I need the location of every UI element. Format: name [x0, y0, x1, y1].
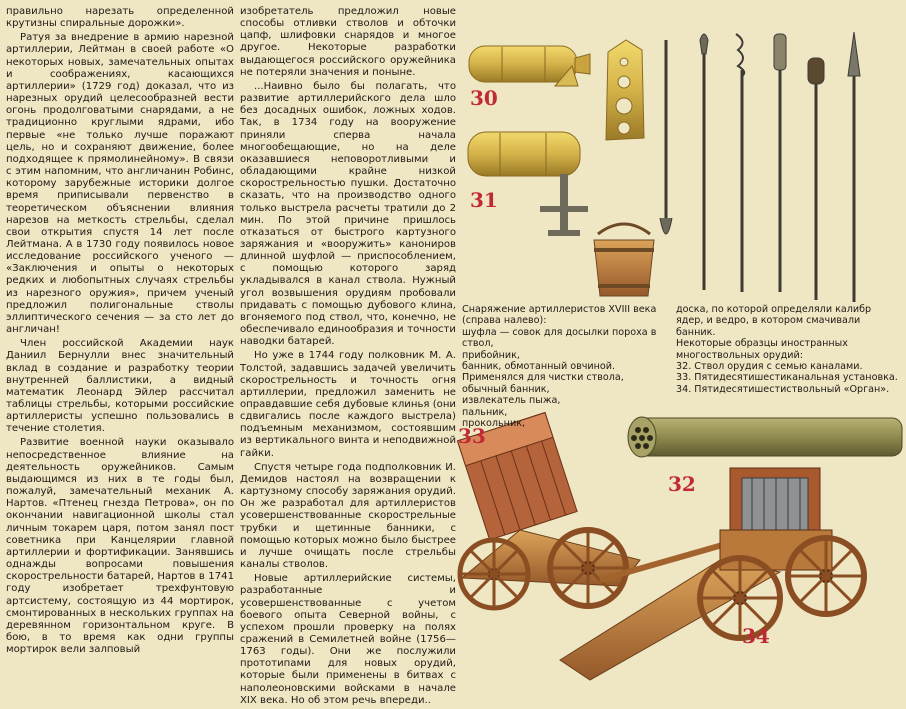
- projectile-31-illustration: [468, 132, 588, 236]
- paragraph: ...Наивно было бы полагать, что развитие артиллерийского дела шло без досадных ошибок, ложных ходов. Так, в 1734 году на вооружение приняли сперва начала многообещающие, но на деле оказавшиеся неповоротливыми и обладающими крайне низкой скорострельностью пушки. Достаточно сказать, что на производство одного только выстрела расчеты тратили до 2 мин. По этой причине пришлось отказаться от быстрого картузного заряжания и «вооружить» канониров длинной шуфлой — приспособлением, с помощью которого заряд укладывался в канал ствола. Нужный угол возвышения орудиям пробовали придавать с помощью дубового клина, вгоняемого под ствол, что, конечно, не обеспечивало единообразия и точности наводки батарей.: [240, 80, 456, 348]
- caption-tools: Снаряжение артиллеристов XVIII века (справа налево): шуфла — совок для досылки пороха в ствол, прибойник, банник, обмотанный овчиной. Применялся для чистки ствола, обычный банник, извлекатель пыжа, пальник, прокольник,: [462, 304, 657, 430]
- bucket-illustration: [594, 224, 654, 296]
- paragraph: Новые артиллерийские системы, разработанные и усовершенствованные с учетом боевого опыта Северной войны, с успехом прошли проверку на полях сражений в Семилетней войне (1756—1763 годы). Они же послужили прототипами для новых орудий, которые были применены в битвах с наполеоновскими войсками в начале XIX века. Но об этом речь впереди..: [240, 573, 456, 706]
- paragraph: изобретатель предложил новые способы отливки стволов и обточки цапф, шлифовки снарядов и многое другое. Некоторые разработки выдающегося российского оружейника не потеряли значения и поныне.: [240, 6, 456, 78]
- figure-number-34: 34: [742, 624, 770, 648]
- paragraph: Ратуя за внедрение в армию нарезной артиллерии, Лейтман в своей работе «О некоторых новых, замечательных опытах и соображениях, касающихся артиллерии» (1729 год) доказал, что из нарезных орудий целесообразней вести огонь продолговатыми снарядами, а не традиционно круглыми ядрами, ибо первые «не только лучше поражают цель, но и сохраняют движение, более подходящее к прямолинейному». В связи с этим напомним, что англичанин Робинс, которому зарубежные историки долгое время приписывали первенство в теоретическом объяснении влияния нарезов на меткость стрельбы, сделал свои открытия спустя 14 лет после Лейтмана. А в 1730 году появилось новое исследование российского ученого — «Заключения и опыты о некоторых редких и любопытных случаях стрельбы из нарезного оружия», причем ученый предложил полигональные стволы эллиптического сечения — за сто лет до англичан!: [6, 32, 234, 336]
- figure-number-31: 31: [470, 188, 498, 212]
- paragraph: Член российской Академии наук Даниил Бернулли внес значительный вклад в создание и разработку теории внутренней баллистики, а видный математик Леонард Эйлер рассчитал таблицы стрельбы, которыми российские артиллеристы успешно пользовались в течение столетия.: [6, 338, 234, 435]
- figure-number-33: 33: [458, 424, 486, 448]
- figure-number-32: 32: [668, 472, 696, 496]
- artillery-tools-illustration: [660, 32, 860, 302]
- projectile-30-illustration: [469, 46, 590, 86]
- caption-guns: доска, по которой определяли калибр ядер, и ведро, в котором смачивали банник. Некоторые образцы иностранных многоствольных орудий: 32. Ствол орудия с семью каналами. 33. Пятидесятишестиканальная установка. 34. Пятидесятишестиствольный «Орган».: [676, 304, 898, 395]
- paragraph: правильно нарезать определенной крутизны спиральные дорожки».: [6, 6, 234, 30]
- paragraph: Развитие военной науки оказывало непосредственное влияние на деятельность оружейников. Самым выдающимся из них в те годы был, пожалуй, замечательный механик А. Нартов. «Птенец гнезда Петрова», он по окончании навигационной школы стал личным токарем царя, потом занял пост советника при Канцелярии главной артиллерии и фортификации. Занявшись однажды вопросами повышения скорострельности батарей, Нартов в 1741 году изобретает трехфунтовую артсистему, состоящую из 44 мортирок, смонтированных в нескольких группах на деревянном горизонтальном круге. В бою, в то время как одни группы мортирок вели залповый: [6, 437, 234, 656]
- paragraph: Спустя четыре года подполковник И. Демидов настоял на возвращении к картузному способу заряжания орудий. Он же разработал для артиллеристов усовершенствованные скорострельные трубки и щетинные банники, с помощью которых можно было быстрее и лучше очищать после стрельбы каналы стволов.: [240, 461, 456, 571]
- caliber-board-illustration: [606, 40, 644, 140]
- figure-number-30: 30: [470, 86, 498, 110]
- paragraph: Но уже в 1744 году полковник М. А. Толстой, задавшись задачей увеличить скорострельность и точность огня артиллерии, предложил заменить не оправдавшие себя дубовые клинья (они сдвигались после каждого выстрела) подъемным механизмом, состоявшим из вертикального винта и неподвижной гайки.: [240, 350, 456, 459]
